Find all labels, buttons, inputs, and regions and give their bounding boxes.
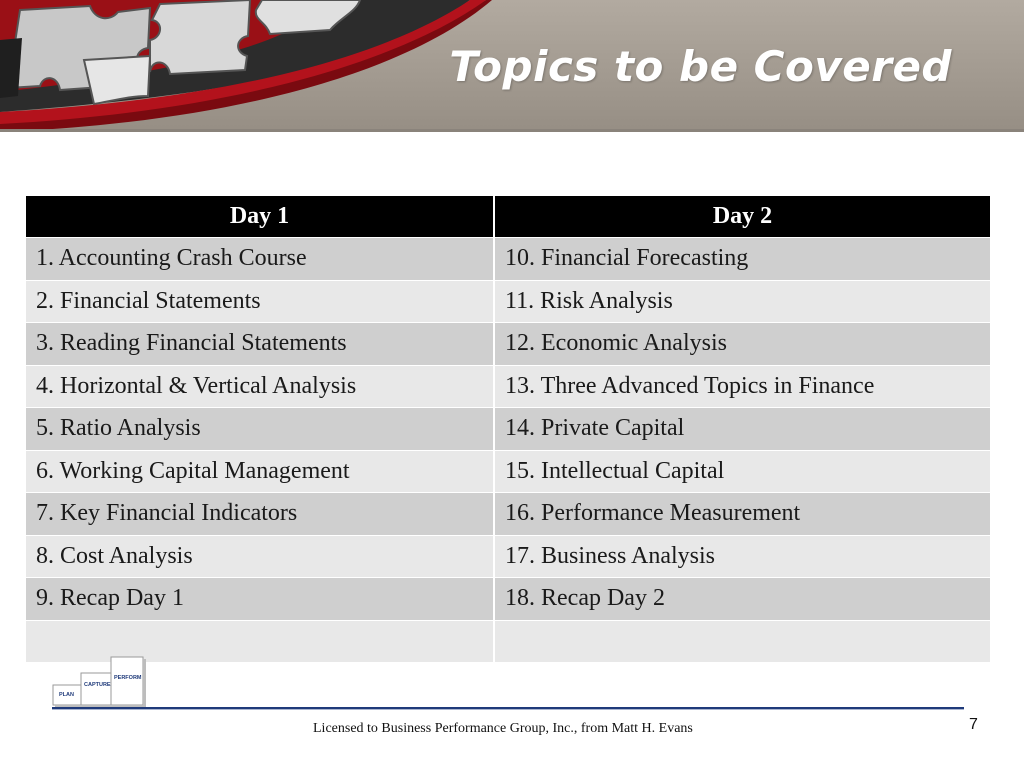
day-1-topic: 3. Reading Financial Statements <box>26 323 494 366</box>
slide-title: Topics to be Covered <box>449 42 952 91</box>
table-row <box>26 578 990 621</box>
day-1-topic: 8. Cost Analysis <box>26 535 494 578</box>
day-1-topic: 4. Horizontal & Vertical Analysis <box>26 365 494 408</box>
table-row <box>26 280 990 323</box>
header-day-2: Day 2 <box>494 196 990 238</box>
table-header-row <box>26 196 990 238</box>
table-row <box>26 408 990 451</box>
day-2-topic: 15. Intellectual Capital <box>494 450 990 493</box>
table-row <box>26 450 990 493</box>
day-1-topic: 2. Financial Statements <box>26 280 494 323</box>
topics-table <box>26 196 990 662</box>
header-day-1: Day 1 <box>26 196 494 238</box>
day-1-topic: 1. Accounting Crash Course <box>26 238 494 281</box>
day-2-topic: 14. Private Capital <box>494 408 990 451</box>
table-row <box>26 238 990 281</box>
logo-step-perform: PERFORM <box>114 675 142 681</box>
table-row <box>26 620 990 662</box>
day-1-topic: 5. Ratio Analysis <box>26 408 494 451</box>
table-row <box>26 365 990 408</box>
day-2-topic: 13. Three Advanced Topics in Finance <box>494 365 990 408</box>
day-2-topic <box>494 620 990 662</box>
day-2-topic: 10. Financial Forecasting <box>494 238 990 281</box>
header-banner <box>0 0 1024 132</box>
day-2-topic: 12. Economic Analysis <box>494 323 990 366</box>
logo-step-plan: PLAN <box>59 692 74 698</box>
table-row <box>26 493 990 536</box>
plan-capture-perform-logo <box>50 656 150 708</box>
table-row <box>26 323 990 366</box>
day-2-topic: 11. Risk Analysis <box>494 280 990 323</box>
day-2-topic: 18. Recap Day 2 <box>494 578 990 621</box>
logo-step-capture: CAPTURE <box>84 682 111 688</box>
day-2-topic: 17. Business Analysis <box>494 535 990 578</box>
table-row <box>26 535 990 578</box>
page-number: 7 <box>969 716 978 733</box>
license-notice: Licensed to Business Performance Group, Inc., from Matt H. Evans <box>313 721 693 736</box>
footer-rule-shadow <box>52 709 964 710</box>
day-2-topic: 16. Performance Measurement <box>494 493 990 536</box>
day-1-topic: 6. Working Capital Management <box>26 450 494 493</box>
day-1-topic: 9. Recap Day 1 <box>26 578 494 621</box>
day-1-topic: 7. Key Financial Indicators <box>26 493 494 536</box>
